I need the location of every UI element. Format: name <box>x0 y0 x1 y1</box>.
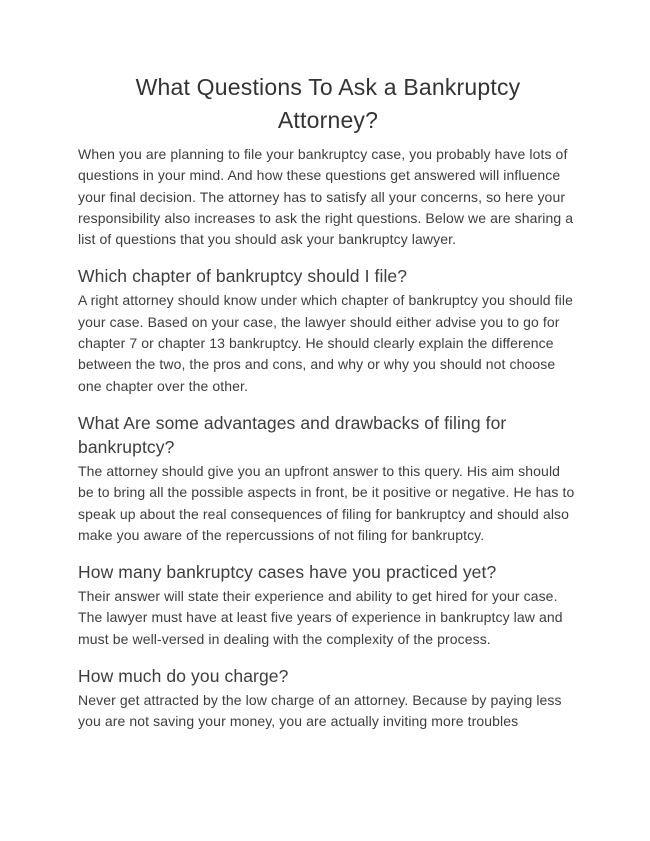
section-which-chapter <box>78 264 578 396</box>
intro-paragraph: When you are planning to file your bankruptcy case, you probably have lots of questions in your mind. And how these questions get answered will influence your final decision. The attorney has to satisfy all your concerns, so here your responsibility also increases to ask the right questions. Below we are sharing a list of questions that you should ask your bankruptcy lawyer. <box>78 146 574 248</box>
section-heading: What Are some advantages and drawbacks of filing for bankruptcy? <box>78 412 507 457</box>
section-cases-practiced <box>78 560 578 650</box>
section-heading: How many bankruptcy cases have you practiced yet? <box>78 562 497 583</box>
section-heading: How much do you charge? <box>78 666 289 687</box>
section-how-much-charge <box>78 664 578 733</box>
section-heading: Which chapter of bankruptcy should I file? <box>78 266 408 287</box>
section-body: Never get attracted by the low charge of an attorney. Because by paying less you are not saving your money, you are actually inviting more troubles <box>78 692 562 730</box>
page-title <box>78 71 578 137</box>
page-title-line-2: Attorney? <box>277 107 379 133</box>
page-title-line-1: What Questions To Ask a Bankruptcy <box>135 74 521 100</box>
section-advantages-drawbacks <box>78 411 578 546</box>
section-body: Their answer will state their experience and ability to get hired for your case. The lawyer must have at least five years of experience in bankruptcy law and must be well-versed in dealing with the complexity of the process. <box>78 588 563 647</box>
section-body: The attorney should give you an upfront answer to this query. His aim should be to bring all the possible aspects in front, be it positive or negative. He has to speak up about the real consequences of filing for bankruptcy and should also make you aware of the repercussions of not filing for bankruptcy. <box>78 462 575 543</box>
section-body: A right attorney should know under which chapter of bankruptcy you should file your case. Based on your case, the lawyer should either advise you to go for chapter 7 or chapter 13 bankruptcy. He should clearly explain the difference between the two, the pros and cons, and why or why you should not choose one chapter over the other. <box>78 292 573 394</box>
